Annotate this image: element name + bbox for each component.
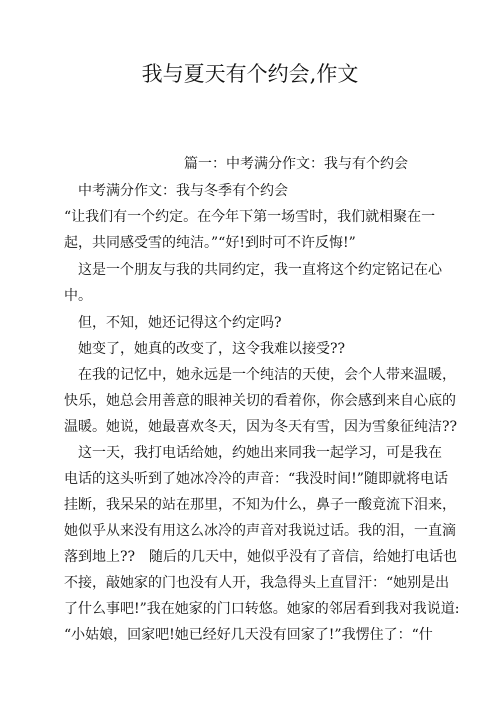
section-heading: 篇一：中考满分作文：我与有个约会 — [184, 156, 408, 172]
body-line: 了什么事吧!”我在她家的门口转悠。她家的邻居看到我对我说道: — [64, 601, 460, 617]
body-line: 她变了，她真的改变了，这令我难以接受?? — [78, 341, 346, 357]
body-line: 起，共同感受雪的纯洁。”“好!到时可不许反悔!” — [64, 235, 356, 251]
body-line: 电话的这头听到了她冰冷冷的声音：“我没时间!”随即就将电话 — [64, 471, 448, 487]
body-line: 在我的记忆中，她永远是一个纯洁的天使，会个人带来温暖， — [78, 367, 456, 383]
body-line: “小姑娘，回家吧!她已经好几天没有回家了!”我愣住了：“什 — [64, 627, 433, 643]
document-title: 我与夏天有个约会,作文 — [141, 62, 359, 86]
body-line: 这一天，我打电话给她，约她出来同我一起学习，可是我在 — [78, 445, 442, 461]
body-line: 快乐，她总会用善意的眼神关切的看着你，你会感到来自心底的 — [64, 393, 456, 409]
body-line: “让我们有一个约定。在今年下第一场雪时，我们就相聚在一 — [64, 209, 436, 225]
body-line: 这是一个朋友与我的共同约定，我一直将这个约定铭记在心 — [78, 262, 442, 278]
body-line: 不接，敲她家的门也没有人开，我急得头上直冒汗：“她别是出 — [64, 575, 450, 591]
body-line: 温暖。她说，她最喜欢冬天，因为冬天有雪，因为雪象征纯洁?? — [64, 419, 458, 435]
body-line: 挂断，我呆呆的站在那里，不知为什么，鼻子一酸竟流下泪来， — [64, 497, 456, 513]
body-line: 中考满分作文：我与冬季有个约会 — [78, 183, 288, 199]
body-line: 她似乎从来没有用这么冰冷的声音对我说过话。我的泪，一直滴 — [64, 523, 456, 539]
body-line: 中。 — [64, 288, 92, 304]
body-line: 落到地上?? 随后的几天中，她似乎没有了音信，给她打电话也 — [64, 549, 458, 565]
body-line: 但，不知，她还记得这个约定吗? — [78, 315, 282, 331]
